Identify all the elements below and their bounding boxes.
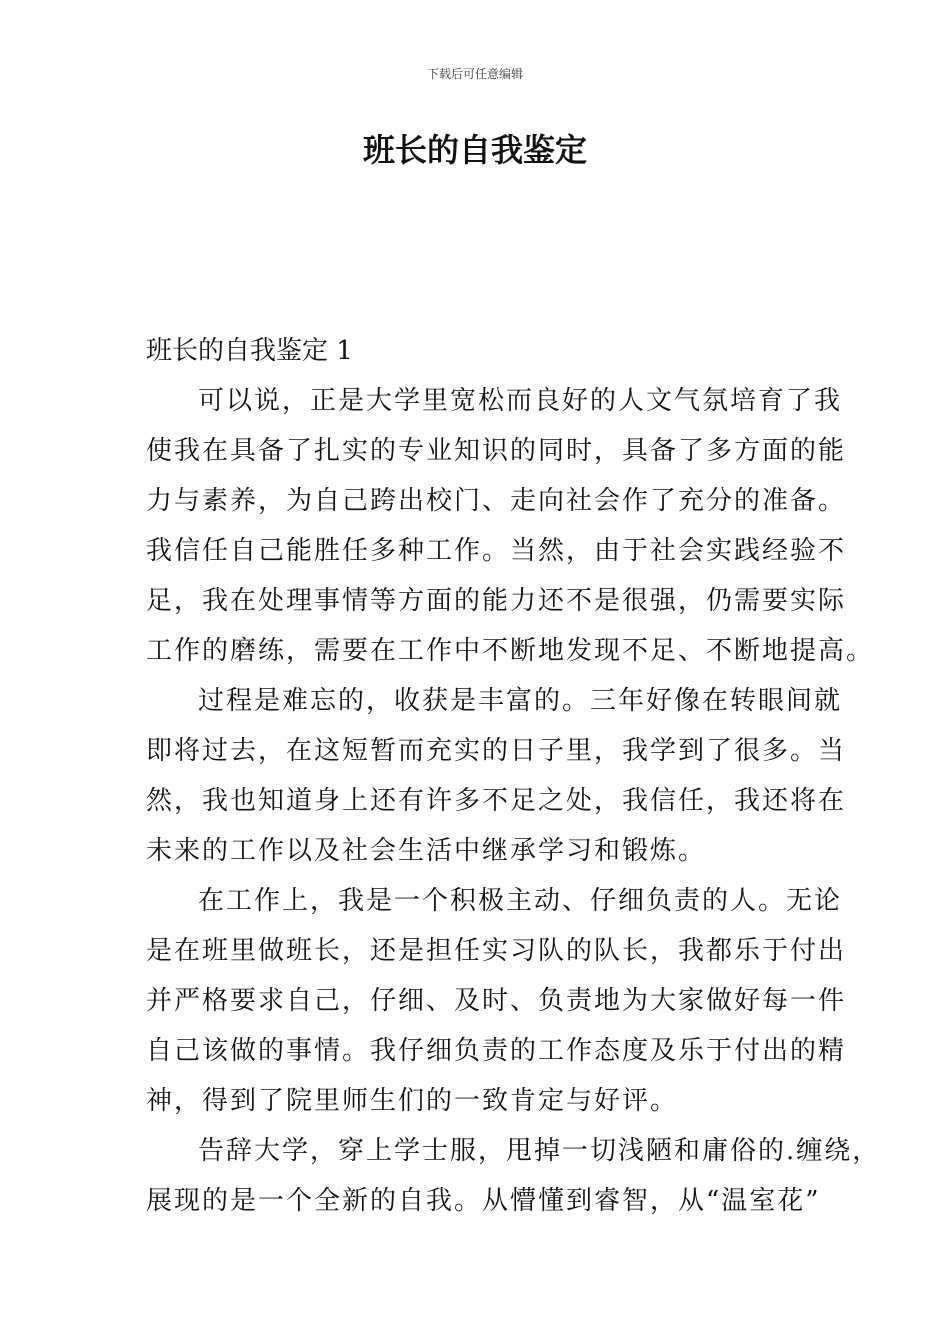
paragraph-line: 是在班里做班长，还是担任实习队的队长，我都乐于付出 xyxy=(146,936,847,966)
section-heading: 班长的自我鉴定 1 xyxy=(146,336,353,366)
paragraph-line: 可以说，正是大学里宽松而良好的人文气氛培育了我 xyxy=(198,386,843,416)
paragraph-2 xyxy=(146,676,847,876)
paragraph-line: 告辞大学，穿上学士服，甩掉一切浅陋和庸俗的.缠绕， xyxy=(198,1136,881,1166)
paragraph-line: 足，我在处理事情等方面的能力还不是很强，仍需要实际 xyxy=(146,586,847,616)
paragraph-1 xyxy=(146,376,875,676)
paragraph-line: 我信任自己能胜任多种工作。当然，由于社会实践经验不 xyxy=(146,536,847,566)
document-body xyxy=(146,326,881,1226)
paragraph-line: 并严格要求自己，仔细、及时、负责地为大家做好每一件 xyxy=(146,986,847,1016)
header-note: 下载后可任意编辑 xyxy=(426,67,523,81)
paragraph-line: 使我在具备了扎实的专业知识的同时，具备了多方面的能 xyxy=(146,436,847,466)
paragraph-line: 在工作上，我是一个积极主动、仔细负责的人。无论 xyxy=(198,886,843,916)
paragraph-line: 力与素养，为自己跨出校门、走向社会作了充分的准备。 xyxy=(146,486,847,516)
paragraph-line: 然，我也知道身上还有许多不足之处，我信任，我还将在 xyxy=(146,786,847,816)
paragraph-line: 即将过去，在这短暂而充实的日子里，我学到了很多。当 xyxy=(146,736,847,766)
paragraph-4 xyxy=(146,1126,881,1226)
paragraph-line: 过程是难忘的，收获是丰富的。三年好像在转眼间就 xyxy=(198,686,843,716)
paragraph-line: 未来的工作以及社会生活中继承学习和锻炼。 xyxy=(146,836,707,866)
paragraph-line: 自己该做的事情。我仔细负责的工作态度及乐于付出的精 xyxy=(146,1036,847,1066)
document-title: 班长的自我鉴定 xyxy=(362,131,587,169)
paragraph-line: 展现的是一个全新的自我。从懵懂到睿智，从“温室花” xyxy=(146,1186,821,1216)
paragraph-line: 工作的磨练，需要在工作中不断地发现不足、不断地提高。 xyxy=(146,636,875,666)
paragraph-3 xyxy=(146,876,847,1126)
paragraph-line: 神，得到了院里师生们的一致肯定与好评。 xyxy=(146,1086,679,1116)
